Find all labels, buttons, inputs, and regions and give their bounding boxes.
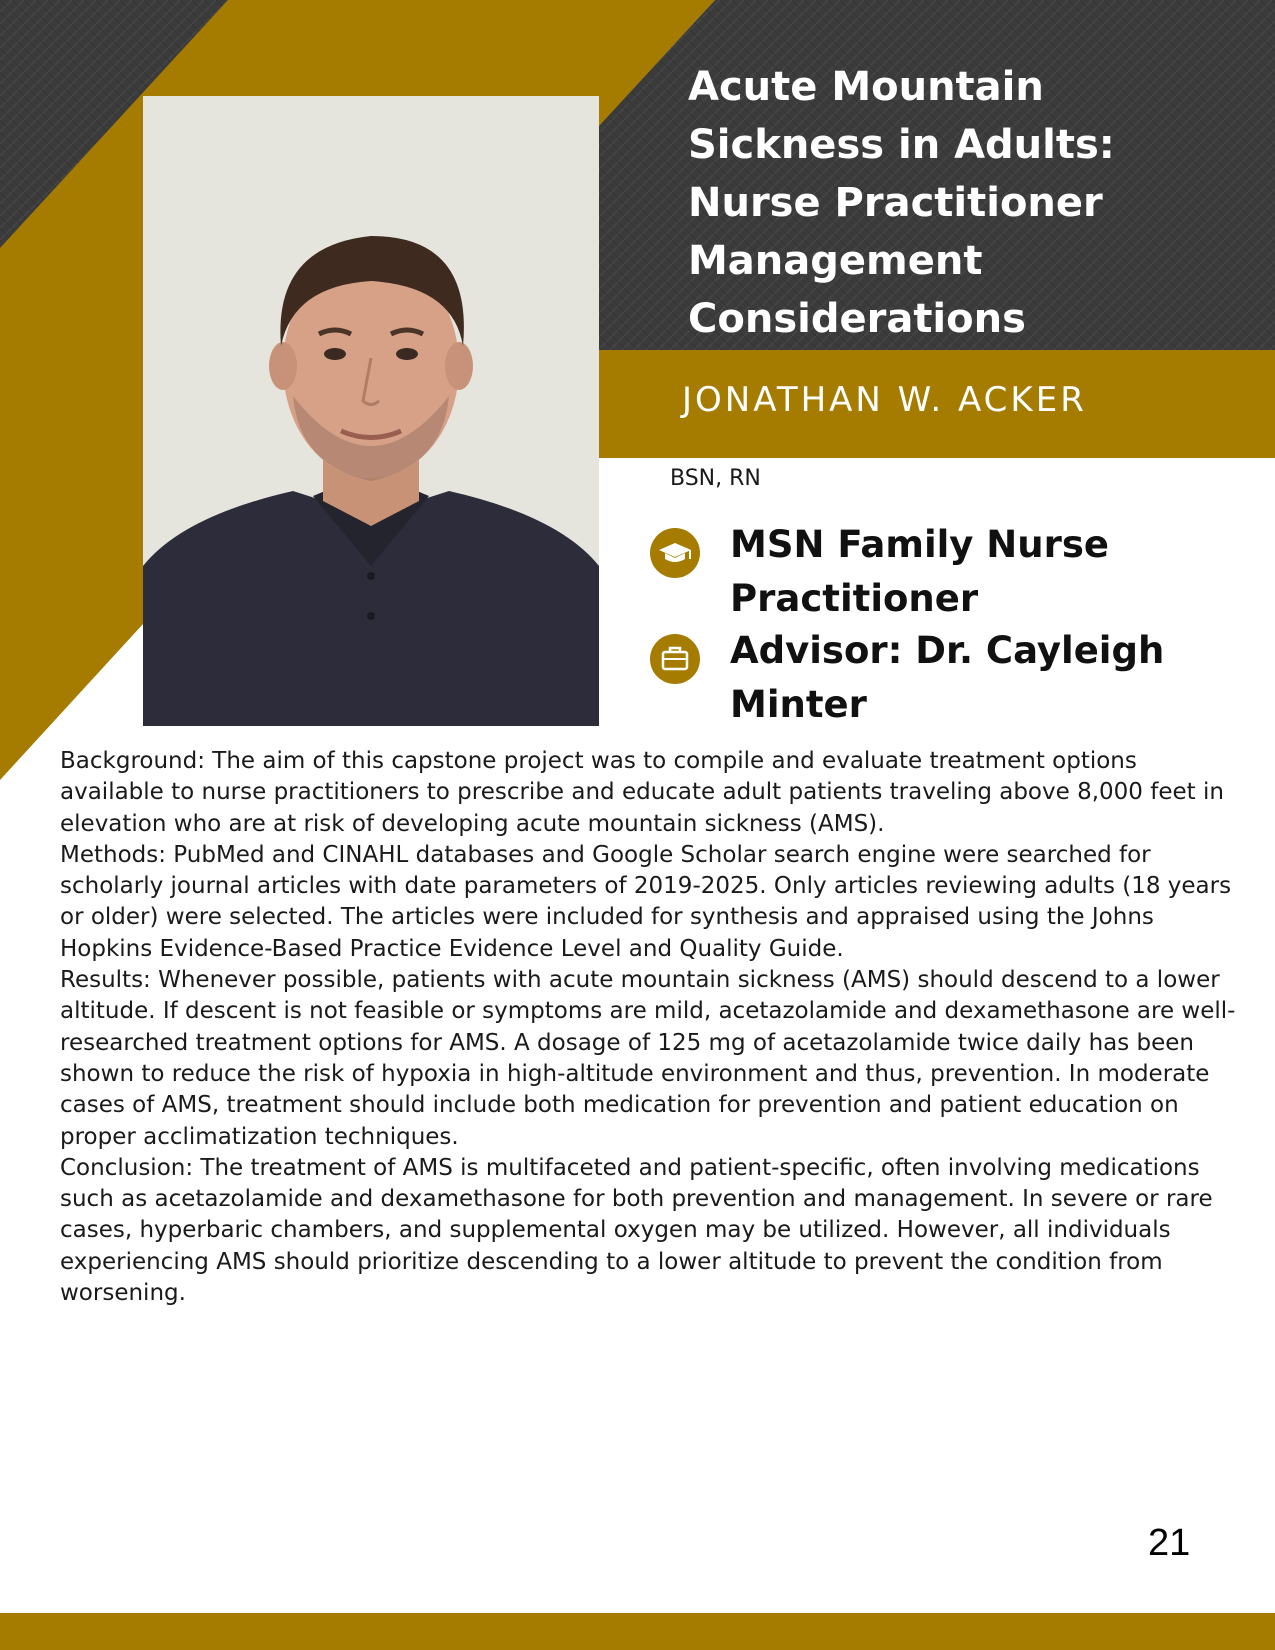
advisor-line: Advisor: Dr. Cayleigh (730, 629, 1165, 672)
abstract-results: Results: Whenever possible, patients with acute mountain sickness (AMS) should descend to a lower altitude. If descent is not feasible or symptoms are mild, acetazolamide and dexamethasone are well-researched treatment options for AMS. A dosage of 125 mg of acetazolamide twice daily has been shown to reduce the risk of hypoxia in high-altitude environment and thus, prevention. In moderate cases of AMS, treatment should include both medication for prevention and patient education on proper acclimatization techniques. (60, 967, 1236, 1150)
title-line: Sickness in Adults: (688, 122, 1115, 168)
portrait-illustration (143, 96, 599, 726)
author-name: JONATHAN W. ACKER (682, 380, 1087, 420)
title-line: Management (688, 238, 983, 284)
graduation-cap-icon (650, 528, 700, 578)
author-photo (143, 96, 599, 726)
advisor-label (730, 624, 1164, 732)
advisor-line: Minter (730, 683, 867, 726)
page-number: 21 (1148, 1522, 1191, 1564)
abstract-methods: Methods: PubMed and CINAHL databases and Google Scholar search engine were searched for scholarly journal articles with date parameters of 2019-2025. Only articles reviewing adults (18 years or older) were selected. The articles were included for synthesis and appraised using the Johns Hopkins Evidence-Based Practice Evidence Level and Quality Guide. (60, 841, 1232, 962)
author-credentials: BSN, RN (670, 466, 761, 491)
degree-line: MSN Family Nurse (730, 523, 1109, 566)
abstract-section (60, 746, 1240, 1309)
degree-label (730, 518, 1109, 626)
title-line: Nurse Practitioner (688, 180, 1103, 226)
title-line: Acute Mountain (688, 64, 1044, 110)
abstract-background: Background: The aim of this capstone project was to compile and evaluate treatment options available to nurse practitioners to prescribe and educate adult patients traveling above 8,000 feet in elevation who are at risk of developing acute mountain sickness (AMS). (60, 748, 1224, 837)
gold-footer-bar (0, 1613, 1275, 1650)
briefcase-icon (650, 634, 700, 684)
page-title (688, 58, 1248, 348)
degree-line: Practitioner (730, 577, 979, 620)
title-line: Considerations (688, 296, 1026, 342)
abstract-conclusion: Conclusion: The treatment of AMS is multifaceted and patient-specific, often involving medications such as acetazolamide and dexamethasone for both prevention and management. In severe or rare cases, hyperbaric chambers, and supplemental oxygen may be utilized. However, all individuals experiencing AMS should prioritize descending to a lower altitude to prevent the condition from worsening. (60, 1154, 1213, 1307)
